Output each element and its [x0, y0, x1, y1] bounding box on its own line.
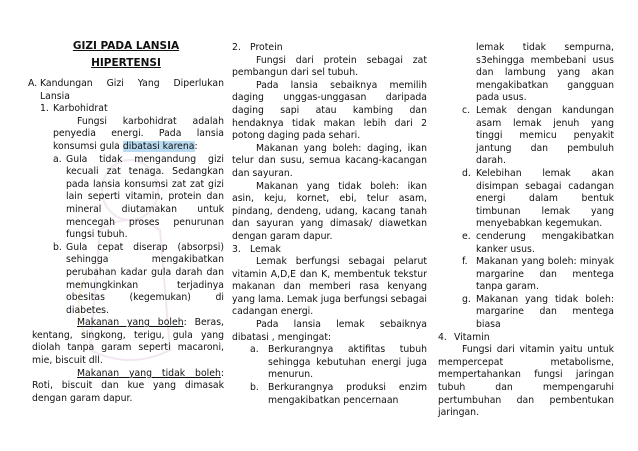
- point-text: Lemak dengan kandungan asam lemak jenuh yang tinggi memicu penyakit jantung dan pembuluh darah.: [476, 104, 614, 167]
- point-label: e.: [462, 230, 471, 242]
- intro-text: Fungsi karbohidrat adalah penyedia energi. Pada lansia konsumsi gula: [53, 115, 224, 152]
- makanan-boleh: [28, 317, 224, 367]
- item-3-heading: [232, 244, 427, 257]
- point-text: Makanan yang tidak boleh: margarine dan mentega biasa: [476, 293, 614, 331]
- vitamin-paragraph: Fungsi dari vitamin yaitu untuk mempercepat metabolisme, mempertahankan fungsi jaringan tubuh dan mempengaruhi pertumbuhan dan pembentukan jaringan.: [438, 344, 614, 419]
- lemak-paragraph-1: Lemak berfungsi sebagai pelarut vitamin A,D,E dan K, membentuk tekstur makanan dan memberi rasa kenyang yang lama. Lemak juga berfungsi sebagai cadangan energi.: [232, 256, 427, 318]
- protein-paragraph-3: Makanan yang boleh: daging, ikan telur dan susu, semua kacang-kacangan dan sayuran.: [232, 142, 427, 179]
- point-label: b.: [53, 241, 62, 253]
- lemak-paragraph-2: Pada lansia lemak sebaiknya dibatasi , mengingat:: [232, 319, 427, 343]
- point-label: f.: [462, 256, 468, 268]
- point-text: Gula cepat diserap (absorpsi) sehingga mengakibatkan perubahan kadar gula darah dan memungkinkan terjadinya obesitas (kegemukan) di diabetes.: [66, 241, 224, 316]
- highlighted-text: dibatasi karena: [122, 140, 195, 152]
- intro-end: :: [194, 140, 198, 152]
- lemak-point-b: [232, 382, 427, 407]
- point-text: Berkurangnya produksi enzim mengakibatkan pencernaan: [268, 382, 427, 406]
- section-label: A.: [28, 78, 38, 89]
- paragraph-text: : Beras, kentang, singkong, terigu, gula yang diolah tanpa garam seperti macaroni, mie, biscuit dll.: [32, 317, 224, 367]
- lemak-point-a: [232, 344, 427, 382]
- protein-paragraph-2: Pada lansia sebaiknya memilih daging unggas-unggasan daripada daging sapi atau kambing dan hendaknya tidak makan lebih dari 2 potong daging pada sehari.: [232, 79, 427, 142]
- lemak-point-f: [438, 256, 614, 294]
- item-4-heading: [438, 332, 614, 345]
- column-2: [232, 42, 427, 407]
- karbohidrat-intro: [28, 116, 224, 154]
- protein-paragraph-1: Fungsi dari protein sebagai zat pembangun dari sel tubuh.: [232, 54, 427, 79]
- item-text: Lemak: [250, 243, 281, 255]
- protein-paragraph-4: Makanan yang tidak boleh: ikan asin, keju, kornet, ebi, telur asam, pindang, dendeng, udang, kacang tanah dan sayuran yang dimasak/ diawetkan dengan garam dapur.: [232, 180, 427, 242]
- item-label: 2.: [232, 42, 241, 53]
- point-label: a.: [250, 344, 259, 356]
- item-1-heading: [28, 103, 224, 116]
- point-text: cenderung mengakibatkan kanker usus.: [476, 230, 614, 255]
- item-label: 3.: [232, 243, 241, 255]
- column-3: [438, 42, 614, 420]
- point-text: Kelebihan lemak akan disimpan sebagai cadangan energi dalam bentuk timbunan lemak yang menyebabkan kegemukan.: [476, 167, 614, 230]
- item-2-heading: [232, 42, 427, 55]
- point-label: g.: [462, 293, 471, 305]
- point-label: b.: [250, 382, 259, 394]
- lemak-point-c: [438, 105, 614, 168]
- column-1: [28, 38, 224, 405]
- document-title: [28, 38, 224, 72]
- point-text: Berkurangnya aktifitas tubuh sehingga kebutuhan energi juga menurun.: [268, 344, 427, 381]
- item-label: 4.: [438, 331, 447, 343]
- lemak-point-e: [438, 231, 614, 256]
- paragraph-text: : Roti, biscuit dan kue yang dimasak dengan garam dapur.: [32, 367, 224, 404]
- item-text: Vitamin: [454, 331, 490, 343]
- title-line-1: GIZI PADA LANSIA: [72, 40, 180, 52]
- point-label: d.: [462, 167, 471, 179]
- underlined-label: Makanan yang boleh: [77, 317, 184, 329]
- point-label: c.: [462, 104, 471, 116]
- section-text: Kandungan Gizi Yang Diperlukan Lansia: [40, 78, 224, 102]
- item-label: 1.: [40, 103, 49, 115]
- makanan-tidak-boleh: [28, 368, 224, 406]
- title-line-2: HIPERTENSI: [91, 57, 161, 69]
- item-text: Protein: [250, 42, 283, 53]
- lemak-point-b-continued: lemak tidak sempurna, s3ehingga membebani usus dan lambung yang akan mengakibatkan gangguan pada usus.: [476, 42, 614, 104]
- point-label: a.: [53, 153, 62, 165]
- lemak-point-d: [438, 168, 614, 231]
- point-text: Makanan yang boleh: minyak margarine dan mentega tanpa garam.: [476, 256, 614, 293]
- lemak-point-g: [438, 294, 614, 332]
- item-text: Karbohidrat: [53, 103, 108, 115]
- underlined-label: Makanan yang tidak boleh: [77, 367, 221, 379]
- section-a-heading: [28, 78, 224, 103]
- point-text: Gula tidak mengandung gizi kecuali zat tenaga. Sedangkan pada lansia konsumsi zat zat gizi lain seperti vitamin, protein dan mineral diutamakan untuk mencegah proses penurunan fungsi tubuh.: [66, 153, 224, 241]
- karbo-point-b: [28, 242, 224, 318]
- karbo-point-a: [28, 154, 224, 242]
